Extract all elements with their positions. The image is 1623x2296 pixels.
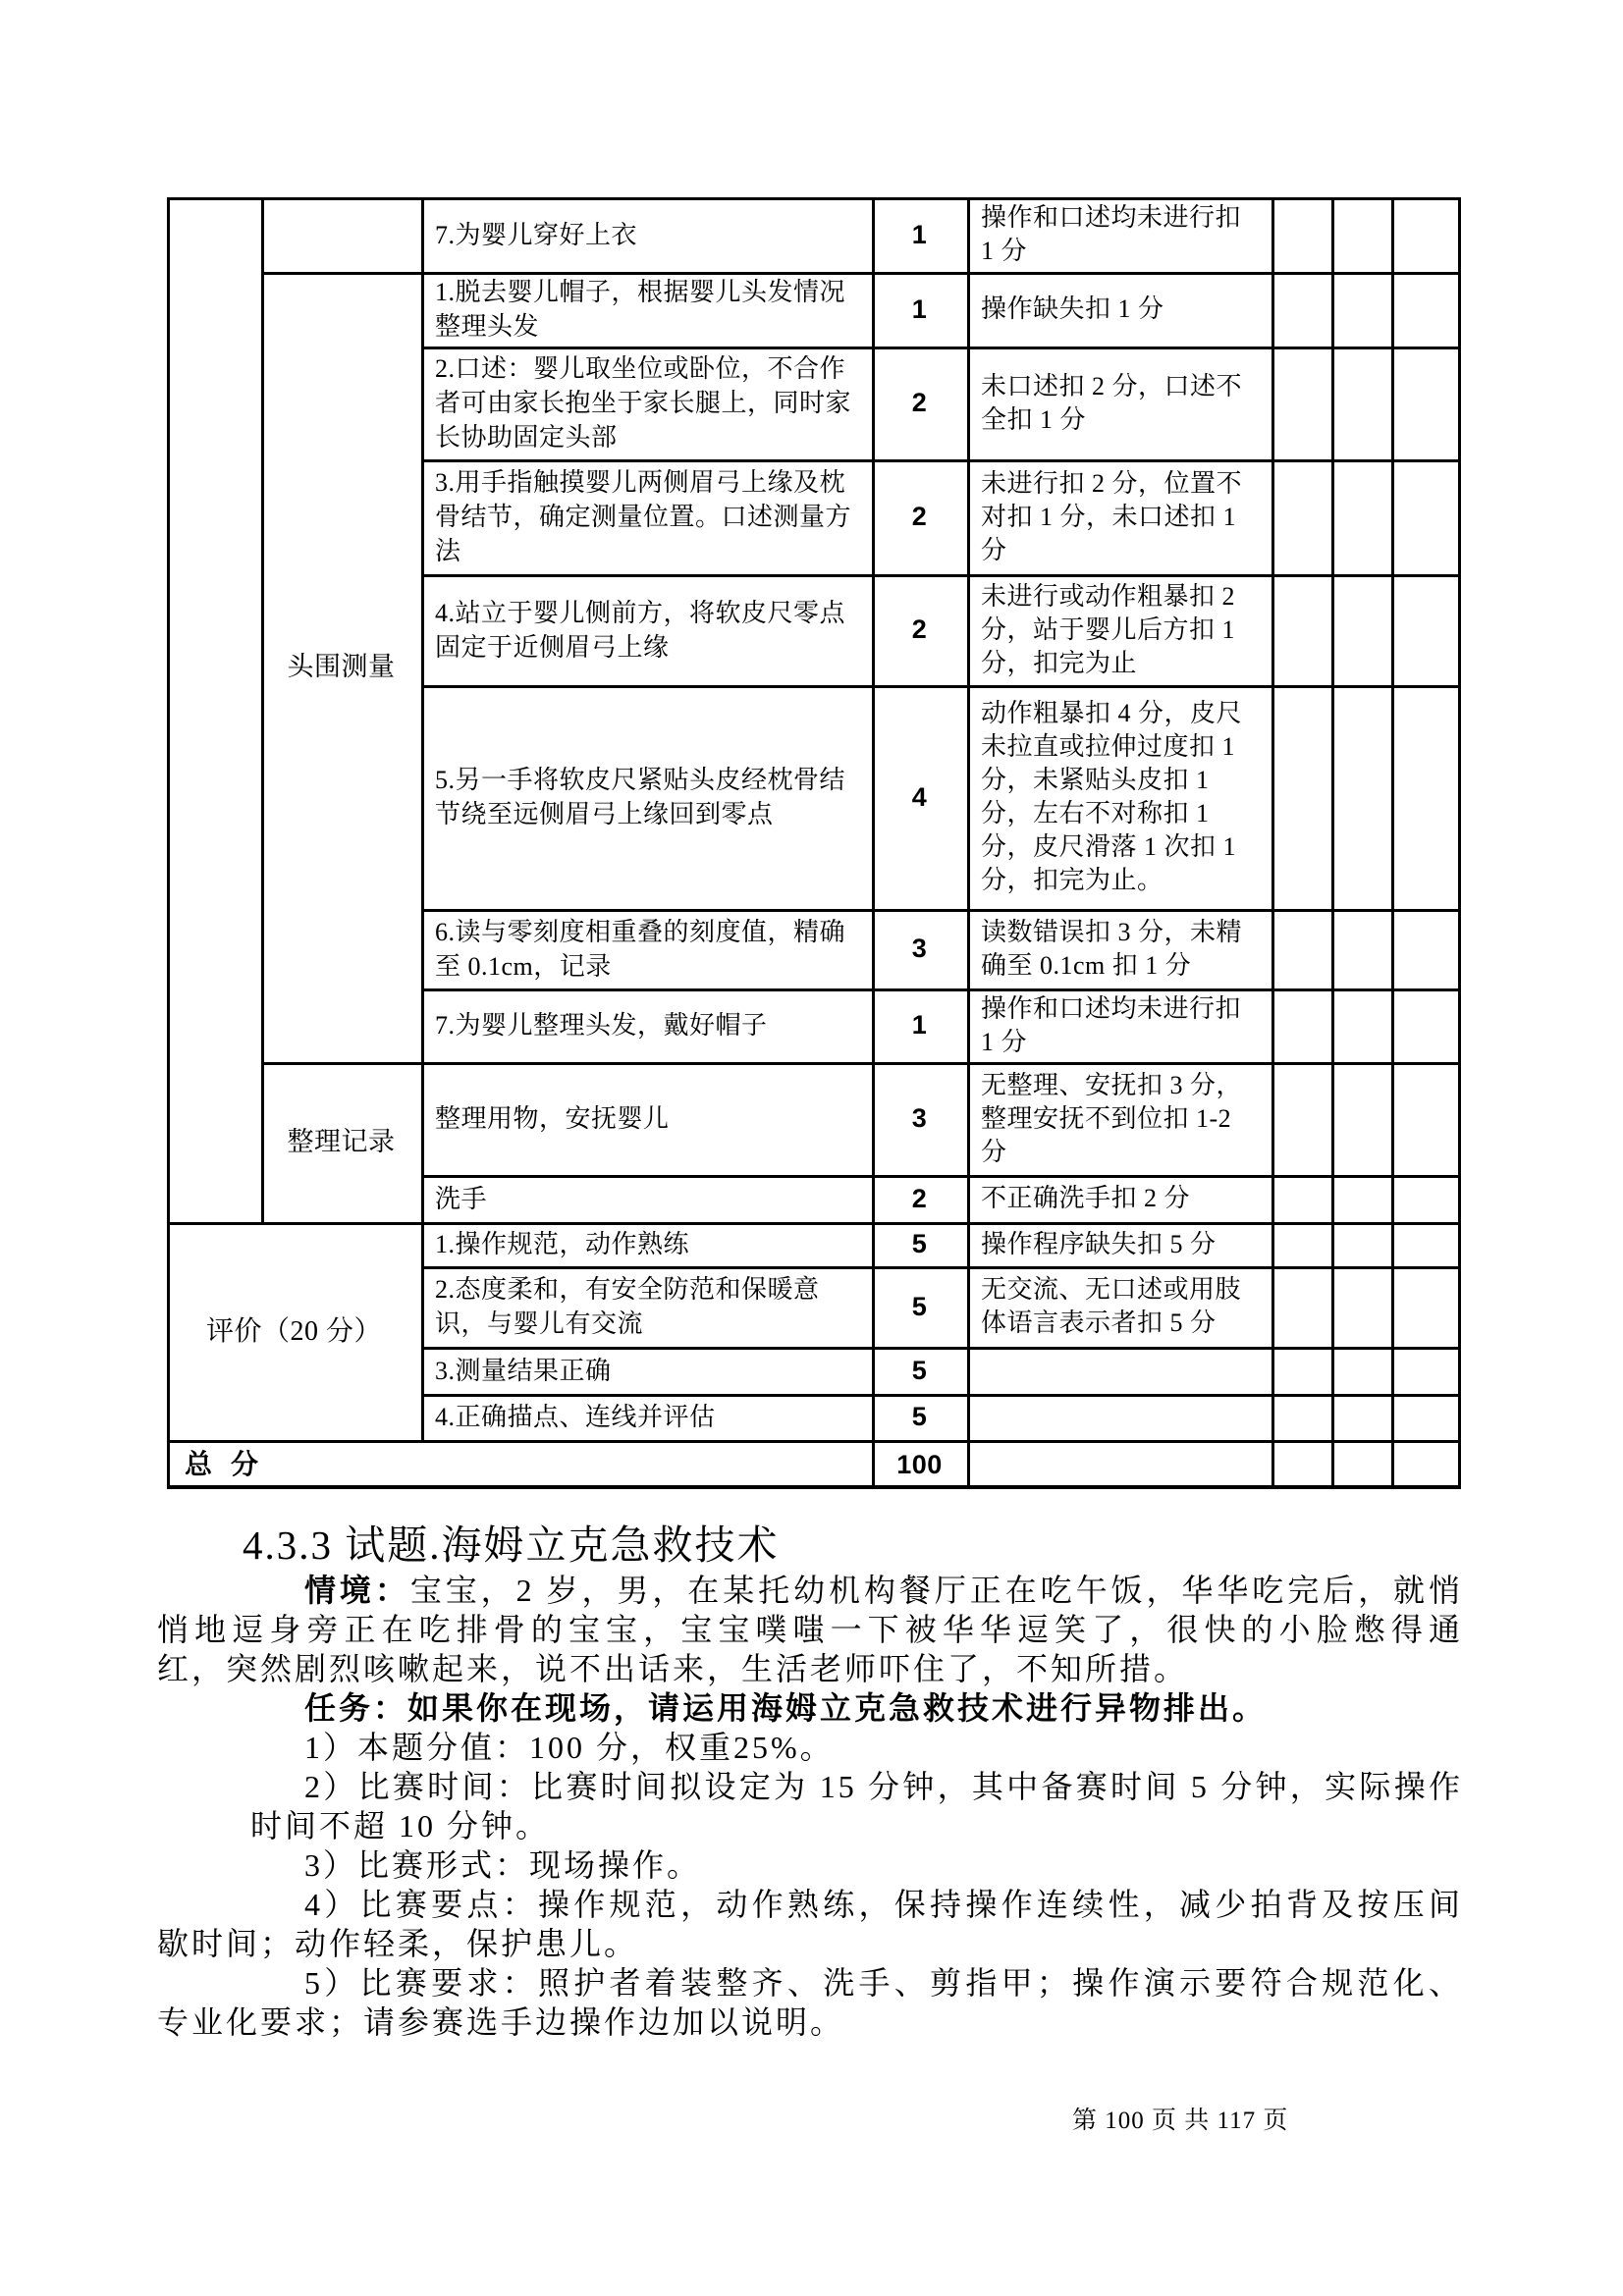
- table-line-col5: [1271, 197, 1274, 1489]
- body-line: [157, 1767, 1463, 1806]
- row-label-tidy-record: 整理记录: [287, 1127, 396, 1156]
- table-cell-op: 5.另一手将软皮尺紧贴头皮经枕骨结节绕至远侧眉弓上缘回到零点: [435, 766, 846, 828]
- body-line: [157, 2002, 1463, 2042]
- page-footer: 第 100 页 共 117 页: [1072, 2108, 1289, 2134]
- body-line-text: 歇时间；动作轻柔，保护患儿。: [157, 1926, 639, 1961]
- table-cell-op: 3.测量结果正确: [435, 1356, 612, 1385]
- table-cell-deduction: 不正确洗手扣 2 分: [981, 1184, 1191, 1212]
- table-cell-op: 6.读与零刻度相重叠的刻度值，精确至 0.1cm，记录: [435, 917, 846, 981]
- body-line-text: 专业化要求；请参赛选手边操作边加以说明。: [157, 2004, 845, 2040]
- body-line: [157, 1649, 1463, 1688]
- table-cell-deduction: 操作缺失扣 1 分: [981, 294, 1164, 323]
- body-line-text: 1）本题分值：100 分，权重25%。: [304, 1730, 835, 1765]
- row-label-evaluation: 评价（20 分）: [205, 1315, 382, 1347]
- table-cell-score: 3: [911, 934, 928, 963]
- table-cell-op: 7.为婴儿整理头发，戴好帽子: [435, 1011, 768, 1040]
- table-border-right: [1458, 197, 1461, 1489]
- body-line-bold: 任务：如果你在现场，请运用海姆立克急救技术进行异物排出。: [304, 1690, 1268, 1726]
- table-cell-score: 5: [911, 1229, 928, 1258]
- table-cell-op: 2.态度柔和，有安全防范和保暖意识，与婴儿有交流: [435, 1275, 820, 1338]
- table-cell-score: 1: [911, 294, 928, 324]
- section-body: [157, 1571, 1463, 2042]
- table-cell-deduction: 读数错误扣 3 分，未精确至 0.1cm 扣 1 分: [981, 917, 1243, 980]
- body-line: [157, 1571, 1463, 1610]
- body-line-text: 5）比赛要求：照护者着装整齐、洗手、剪指甲；操作演示要符合规范化、: [304, 1965, 1463, 2001]
- table-cell-op: 洗手: [435, 1184, 488, 1213]
- table-cell-deduction: 无整理、安抚扣 3 分，整理安抚不到位扣 1-2 分: [981, 1070, 1243, 1166]
- table-cell-deduction: 动作粗暴扣 4 分，皮尺未拉直或拉伸过度扣 1 分，未紧贴头皮扣 1 分，左右不对称扣 1 分，皮尺滑落 1 次扣 1 分，扣完为止。: [981, 699, 1243, 894]
- body-line-text: 3）比赛形式：现场操作。: [304, 1847, 702, 1883]
- table-cell-score: 2: [911, 502, 928, 531]
- table-cell-op: 4.站立于婴儿侧前方，将软皮尺零点固定于近侧眉弓上缘: [435, 598, 846, 662]
- body-line: [157, 1806, 1463, 1845]
- body-line-text: 时间不超 10 分钟。: [250, 1808, 551, 1843]
- table-line-col6: [1331, 197, 1334, 1489]
- table-cell-deduction: 操作和口述均未进行扣 1 分: [981, 203, 1242, 265]
- table-cell-op: 2.口述：婴儿取坐位或卧位，不合作者可由家长抱坐于家长腿上，同时家长协助固定头部: [435, 354, 852, 452]
- table-cell-score: 1: [911, 1010, 928, 1040]
- table-cell-op: 1.操作规范，动作熟练: [435, 1230, 690, 1258]
- body-line: [157, 1845, 1463, 1885]
- table-cell-op: 1.脱去婴儿帽子，根据婴儿头发情况整理头发: [435, 278, 846, 341]
- body-line: [157, 1728, 1463, 1767]
- table-line-col4: [967, 197, 970, 1489]
- body-line-text: 2）比赛时间：比赛时间拟设定为 15 分钟，其中备赛时间 5 分钟，实际操作: [304, 1769, 1463, 1804]
- table-cell-score: 2: [911, 388, 928, 417]
- table-cell-total-score: 100: [896, 1449, 943, 1479]
- table-cell-deduction: 操作和口述均未进行扣 1 分: [981, 993, 1242, 1056]
- table-line-col7: [1391, 197, 1394, 1489]
- table-cell-deduction: 无交流、无口述或用肢体语言表示者扣 5 分: [981, 1275, 1242, 1337]
- table-cell-score: 3: [911, 1103, 928, 1133]
- table-cell-deduction: 未进行或动作粗暴扣 2 分，站于婴儿后方扣 1 分，扣完为止: [981, 581, 1236, 677]
- table-cell-op: 4.正确描点、连线并评估: [435, 1403, 716, 1431]
- body-line: [157, 1610, 1463, 1649]
- table-cell-score: 5: [911, 1291, 928, 1321]
- table-cell-score: 4: [911, 781, 928, 812]
- table-cell-op: 7.为婴儿穿好上衣: [435, 220, 638, 249]
- body-line-text: 宝宝，2 岁，男，在某托幼机构餐厅正在吃午饭，华华吃完后，就悄: [409, 1573, 1463, 1608]
- body-line-text: 悄地逗身旁正在吃排骨的宝宝，宝宝噗嗤一下被华华逗笑了，很快的小脸憋得通: [157, 1612, 1463, 1647]
- body-line: [157, 1885, 1463, 1924]
- body-line-text: 红，突然剧烈咳嗽起来，说不出话来，生活老师吓住了，不知所措。: [157, 1651, 1189, 1686]
- body-line-text: 4）比赛要点：操作规范，动作熟练，保持操作连续性，减少拍背及按压间: [304, 1887, 1463, 1922]
- table-cell-score: 1: [911, 219, 928, 249]
- table-cell-deduction: 未进行扣 2 分，位置不对扣 1 分，未口述扣 1 分: [981, 468, 1243, 564]
- table-cell-score: 2: [911, 1183, 928, 1213]
- table-cell-score: 2: [911, 614, 928, 644]
- body-line-bold: 情境：: [304, 1573, 410, 1608]
- table-cell-deduction: 操作程序缺失扣 5 分: [981, 1229, 1217, 1258]
- table-cell-score: 5: [911, 1355, 928, 1385]
- section-title: 4.3.3 试题.海姆立克急救技术: [243, 1522, 780, 1568]
- table-cell-op: 整理用物，安抚婴儿: [435, 1104, 670, 1133]
- table-line-col2: [421, 197, 424, 1440]
- scoring-table: [167, 197, 1461, 1489]
- table-cell-op: 3.用手指触摸婴儿两侧眉弓上缘及枕骨结节，确定测量位置。口述测量方法: [435, 468, 852, 565]
- row-label-head-circumference: 头围测量: [287, 652, 396, 681]
- body-line: [157, 1963, 1463, 2002]
- body-line: [157, 1688, 1463, 1728]
- table-cell-deduction: 未口述扣 2 分，口述不全扣 1 分: [981, 371, 1243, 434]
- body-line: [157, 1924, 1463, 1963]
- row-label-total: 总 分: [185, 1449, 265, 1480]
- table-cell-score: 5: [911, 1402, 928, 1431]
